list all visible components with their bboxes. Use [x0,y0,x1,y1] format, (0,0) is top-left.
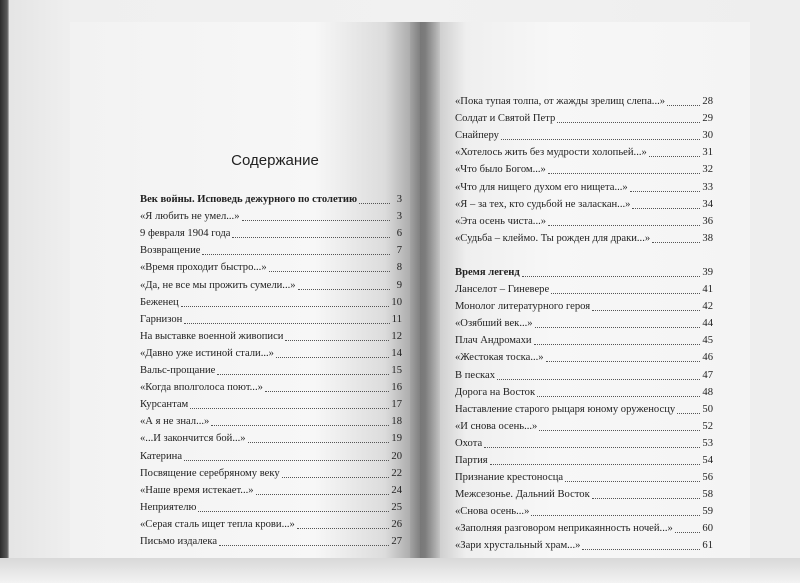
toc-entry [140,412,402,429]
toc-leader-dots [632,207,700,209]
toc-leader-dots [217,373,389,375]
toc-entry [455,434,713,451]
toc-page-number: 14 [391,347,402,359]
toc-page-number: 6 [396,228,402,240]
toc-entry-title: Неприятелю [140,501,197,513]
toc-page-number: 46 [702,352,713,364]
toc-entry-title: «Судьба – клеймо. Ты рожден для драки...» [455,232,651,244]
toc-page-number: 31 [702,147,713,159]
toc-leader-dots [548,224,700,226]
toc-page-number: 36 [702,215,713,227]
toc-entry-title: «Озябший век...» [455,318,533,330]
toc-entry-title: В песках [455,369,496,381]
toc-entry-title: Солдат и Святой Петр [455,113,556,125]
toc-page-number: 24 [391,484,402,496]
toc-page-number: 20 [391,450,402,462]
toc-page-number: 45 [702,335,713,347]
toc-page-number: 3 [396,211,402,223]
toc-page-number: 25 [391,501,402,513]
toc-group-gap [455,246,713,263]
toc-leader-dots [184,459,389,461]
toc-entry-title: «Наше время истекает...» [140,484,254,496]
toc-entry-title: «Давно уже истиной стали...» [140,347,274,359]
toc-entry-title: «Зари хрустальный храм...» [455,540,581,552]
toc-page-number: 42 [702,301,713,313]
toc-leader-dots [582,548,700,550]
book-spine-shadow [410,22,440,558]
toc-entry-title: Катерина [140,450,183,462]
toc-page-number: 27 [391,535,402,547]
toc-page-number: 39 [702,266,713,278]
toc-page-number: 44 [702,318,713,330]
toc-entry [455,212,713,229]
toc-section-heading [140,190,402,207]
toc-page-number: 61 [702,540,713,552]
toc-entry [455,383,713,400]
toc-entry [455,348,713,365]
toc-entry [140,327,402,344]
toc-entry [455,451,713,468]
toc-list-left [140,190,402,549]
toc-leader-dots [490,463,701,465]
toc-entry [455,280,713,297]
toc-entry-title: «Заполняя разговором неприкаянность ночей...» [455,523,673,535]
toc-leader-dots [248,441,390,443]
toc-page-number: 3 [396,194,402,206]
toc-page-number: 50 [702,403,713,415]
toc-page-number: 28 [702,96,713,108]
toc-entry [140,429,402,446]
toc-entry [455,485,713,502]
toc-entry [140,395,402,412]
toc-entry-title: Посвящение серебряному веку [140,467,280,479]
toc-entry [455,400,713,417]
toc-page-number: 30 [702,130,713,142]
toc-entry [455,143,713,160]
toc-entry [455,417,713,434]
toc-page-number: 8 [396,262,402,274]
toc-leader-dots [484,446,700,448]
toc-page-number: 18 [391,416,402,428]
toc-entry-title: «Серая сталь ищет тепла крови...» [140,518,295,530]
toc-entry [140,241,402,258]
toc-entry-title: Межсезонье. Дальний Восток [455,489,590,501]
toc-leader-dots [667,104,700,106]
toc-entry-title: «...И закончится бой...» [140,433,246,445]
toc-entry [455,365,713,382]
toc-leader-dots [184,322,390,324]
toc-page-number: 22 [391,467,402,479]
toc-entry [455,109,713,126]
toc-entry [455,92,713,109]
toc-leader-dots [198,510,389,512]
toc-page-number: 53 [702,437,713,449]
toc-page-number: 17 [391,399,402,411]
toc-entry [455,468,713,485]
toc-leader-dots [298,288,390,290]
toc-entry [140,498,402,515]
toc-entry [455,297,713,314]
toc-entry [455,502,713,519]
toc-entry-title: «Я – за тех, кто судьбой не заласкан...» [455,198,631,210]
toc-page-number: 15 [391,365,402,377]
toc-leader-dots [675,531,701,533]
toc-page-number: 19 [391,433,402,445]
toc-page-number: 32 [702,164,713,176]
toc-entry-title: 9 февраля 1904 года [140,228,231,240]
toc-entry-title: «Жестокая тоска...» [455,352,544,364]
toc-entry-title: «Время проходит быстро...» [140,262,267,274]
page-title: Содержание [231,152,319,169]
toc-entry [455,536,713,553]
toc-entry-title: «А я не знал...» [140,416,210,428]
toc-leader-dots [557,121,700,123]
toc-page-number: 29 [702,113,713,125]
toc-entry [140,310,402,327]
toc-entry [140,446,402,463]
toc-entry-title: Курсантам [140,399,189,411]
toc-entry-title: Возвращение [140,245,201,257]
scan-edge-shadow [0,0,9,583]
toc-page-number: 10 [391,296,402,308]
toc-leader-dots [537,395,700,397]
toc-leader-dots [548,172,701,174]
toc-page-number: 33 [702,181,713,193]
toc-entry-title: «Пока тупая толпа, от жажды зрелищ слепа...» [455,96,666,108]
toc-section-heading [455,263,713,280]
toc-entry-title: Снайперу [455,130,499,142]
toc-page-number: 11 [391,313,402,325]
toc-entry-title: Плач Андромахи [455,335,532,347]
toc-leader-dots [534,343,701,345]
toc-leader-dots [501,138,700,140]
toc-entry [140,464,402,481]
toc-entry [140,361,402,378]
toc-entry-title: На выставке военной живописи [140,330,284,342]
toc-entry-title: «Да, не все мы прожить сумели...» [140,279,296,291]
toc-leader-dots [265,390,390,392]
toc-page-number: 12 [391,330,402,342]
toc-entry [140,207,402,224]
toc-page-number: 48 [702,386,713,398]
toc-entry [140,378,402,395]
toc-entry-title: «Что было Богом...» [455,164,546,176]
toc-entry-title: Письмо издалека [140,535,218,547]
toc-entry [140,275,402,292]
toc-entry [140,481,402,498]
toc-entry [455,177,713,194]
toc-leader-dots [276,356,389,358]
toc-entry [455,229,713,246]
toc-leader-dots [297,527,390,529]
toc-leader-dots [630,190,701,192]
toc-entry-title: «Что для нищего духом его нищета...» [455,181,628,193]
toc-entry-title: «Хотелось жить без мудрости холопьей...» [455,147,647,159]
toc-leader-dots [677,412,700,414]
toc-leader-dots [497,378,700,380]
toc-page-number: 41 [702,284,713,296]
toc-leader-dots [256,493,390,495]
toc-leader-dots [285,339,389,341]
toc-entry [140,293,402,310]
toc-entry-title: Дорога на Восток [455,386,536,398]
toc-page-number: 47 [702,369,713,381]
toc-page-number: 58 [702,489,713,501]
toc-entry [455,160,713,177]
toc-entry [455,195,713,212]
toc-leader-dots [649,155,701,157]
toc-page-number: 52 [702,420,713,432]
toc-page-number: 59 [702,506,713,518]
toc-entry [455,331,713,348]
toc-leader-dots [359,202,390,204]
toc-group-2 [455,263,713,554]
toc-entry [140,224,402,241]
toc-leader-dots [181,305,390,307]
toc-entry-title: Монолог литературного героя [455,301,591,313]
toc-leader-dots [592,497,701,499]
toc-page-number: 16 [391,382,402,394]
toc-leader-dots [531,514,700,516]
toc-entry-title: Партия [455,454,488,466]
toc-entry [140,344,402,361]
toc-leader-dots [232,236,390,238]
scan-bottom-edge [0,558,800,583]
toc-page-number: 60 [702,523,713,535]
toc-entry-title: «Я любить не умел...» [140,211,240,223]
toc-entry [140,515,402,532]
toc-page-number: 38 [702,232,713,244]
toc-leader-dots [190,407,389,409]
toc-page-number: 56 [702,472,713,484]
toc-entry-title: «Когда вполголоса поют...» [140,382,263,394]
toc-entry-title: Ланселот – Гиневере [455,284,550,296]
toc-leader-dots [546,360,701,362]
toc-entry-title: Время легенд [455,266,520,278]
toc-page-number: 7 [396,245,402,257]
toc-leader-dots [202,253,390,255]
toc-leader-dots [551,292,700,294]
toc-entry [455,126,713,143]
toc-entry [455,519,713,536]
toc-leader-dots [565,480,700,482]
toc-leader-dots [535,326,701,328]
toc-leader-dots [539,429,700,431]
toc-leader-dots [219,544,389,546]
toc-entry-title: «И снова осень...» [455,420,538,432]
toc-entry-title: Наставление старого рыцаря юному оруженосцу [455,403,676,415]
toc-leader-dots [242,219,391,221]
toc-leader-dots [652,241,700,243]
toc-entry-title: Гарнизон [140,313,183,325]
toc-page-number: 9 [396,279,402,291]
toc-group-1 [455,92,713,246]
toc-leader-dots [522,275,701,277]
toc-entry [140,258,402,275]
toc-entry [140,532,402,549]
toc-leader-dots [592,309,700,311]
toc-page-number: 34 [702,198,713,210]
toc-entry [455,314,713,331]
toc-entry-title: «Эта осень чиста...» [455,215,547,227]
toc-leader-dots [211,424,389,426]
toc-entry-title: Вальс-прощание [140,365,216,377]
toc-page-number: 54 [702,454,713,466]
toc-entry-title: Век войны. Исповедь дежурного по столетию [140,194,358,206]
toc-list-right [455,92,713,553]
toc-entry-title: Беженец [140,296,179,308]
toc-entry-title: Охота [455,437,483,449]
toc-page-number: 26 [391,518,402,530]
toc-leader-dots [282,476,390,478]
toc-entry-title: Признание крестоносца [455,472,564,484]
toc-entry-title: «Снова осень...» [455,506,530,518]
toc-leader-dots [269,270,390,272]
